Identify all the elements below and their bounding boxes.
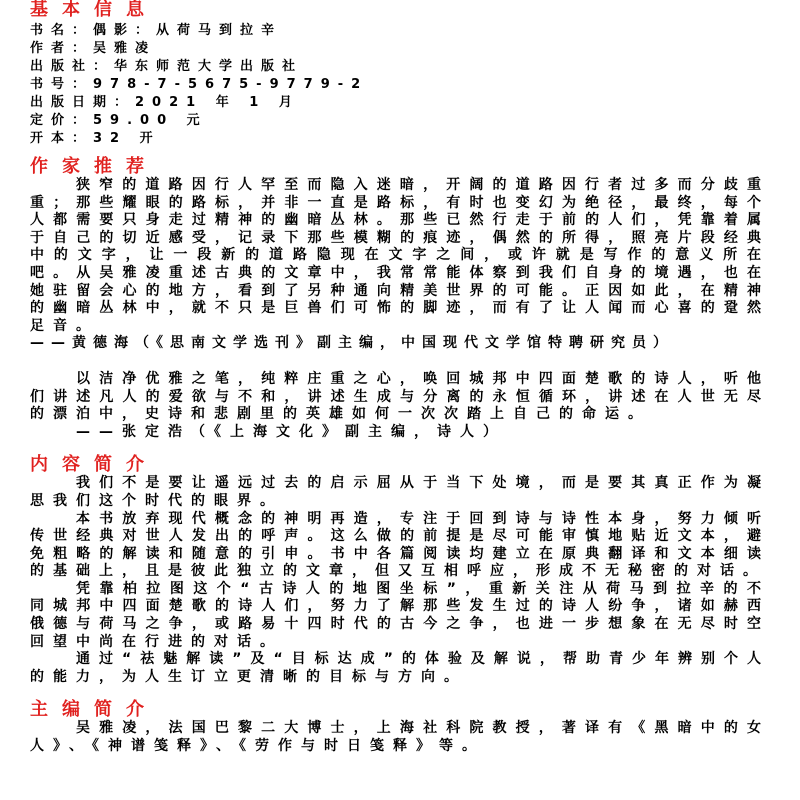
info-date-row xyxy=(30,94,770,112)
info-value: 59.00 元 xyxy=(93,113,208,128)
recommend-quote-attribution: ——张定浩（《上海文化》副主编，诗人） xyxy=(76,423,506,440)
info-value: 偶影：从荷马到拉辛 xyxy=(93,23,283,38)
summary-heading: 内容简介 xyxy=(30,454,158,476)
info-value: 978-7-5675-9779-2 xyxy=(93,77,369,92)
summary-paragraph: 本书放弃现代概念的神明再造，专注于回到诗与诗性本身，努力倾听传世经典对世人发出的呼声。这么做的前提是尽可能审慎地贴近文本，避免粗略的解读和随意的引申。书中各篇阅读均建立在原典翻译和文本细读的基础上，且是彼此独立的文章，但又互相呼应，形成不无秘密的对话。 xyxy=(30,510,770,580)
info-label: 作者： xyxy=(30,41,94,56)
editor-heading: 主编简介 xyxy=(30,699,158,721)
basic-info-heading: 基本信息 xyxy=(30,0,158,20)
info-label: 出版日期： xyxy=(30,95,136,110)
summary-paragraph: 凭靠柏拉图这个“古诗人的地图坐标”，重新关注从荷马到拉辛的不同城邦中四面楚歌的诗人们，努力了解那些发生过的诗人纷争，诸如赫西俄德与荷马之争，或路易十四时代的古今之争，也进一步想象在无尽时空回望中尚在行进的对话。 xyxy=(30,580,770,650)
info-publisher-row xyxy=(30,58,770,76)
recommend-heading: 作家推荐 xyxy=(30,156,158,177)
info-title-row xyxy=(30,22,770,40)
info-label: 定价： xyxy=(30,113,94,128)
info-value: 32 开 xyxy=(93,131,161,146)
recommend-quote-text: 狭窄的道路因行人罕至而隐入迷暗，开阔的道路因行者过多而分歧重重；那些耀眼的路标，并非一直是路标，有时也变幻为绝径，最终，每个人都需要只身走过精神的幽暗丛林。那些已然行走于前的人们，凭靠着属于自己的切近感受，记录下那些模糊的痕迹，偶然的所得，照亮片段经典中的文字，让一段新的道路隐现在文字之间，或许就是写作的意义所在吧。从吴雅凌重述古典的文章中，我常常能体察到我们自身的境遇，也在她驻留会心的地方，看到了另种通向精美世界的可能。正因如此，在精神的幽暗丛林中，就不只是巨兽们可怖的脚迹，而有了让人闻而心喜的跫然足音。 xyxy=(30,177,770,334)
basic-info-list xyxy=(30,22,770,148)
info-label: 书号： xyxy=(30,77,94,92)
info-label: 开本： xyxy=(30,131,94,146)
info-label: 出版社： xyxy=(30,59,115,74)
summary-paragraph: 我们不是要让遥远过去的启示屈从于当下处境，而是要其真正作为凝思我们这个时代的眼界。 xyxy=(30,475,770,509)
recommend-quote-attribution: ——黄德海（《思南文学选刊》副主编，中国现代文学馆特聘研究员） xyxy=(30,335,674,352)
recommend-quote-text: 以洁净优雅之笔，纯粹庄重之心，唤回城邦中四面楚歌的诗人，听他们讲述凡人的爱欲与不和，讲述生成与分离的永恒循环，讲述在人世无尽的漂泊中，史诗和悲剧里的英雄如何一次次踏上自己的命运。 xyxy=(30,370,770,423)
info-label: 书名： xyxy=(30,23,94,38)
info-value: 2021 年 1 月 xyxy=(135,95,300,110)
editor-bio: 吴雅凌，法国巴黎二大博士，上海社科院教授，著译有《黑暗中的女人》、《神谱笺释》、《劳作与时日笺释》等。 xyxy=(30,720,770,755)
info-value: 吴雅凌 xyxy=(93,41,157,56)
info-format-row xyxy=(30,130,770,148)
info-value: 华东师范大学出版社 xyxy=(114,59,304,74)
info-author-row xyxy=(30,40,770,58)
info-isbn-row xyxy=(30,76,770,94)
info-price-row xyxy=(30,112,770,130)
summary-paragraph: 通过“祛魅解读”及“目标达成”的体验及解说，帮助青少年辨别个人的能力，为人生订立更清晰的目标与方向。 xyxy=(30,651,770,685)
